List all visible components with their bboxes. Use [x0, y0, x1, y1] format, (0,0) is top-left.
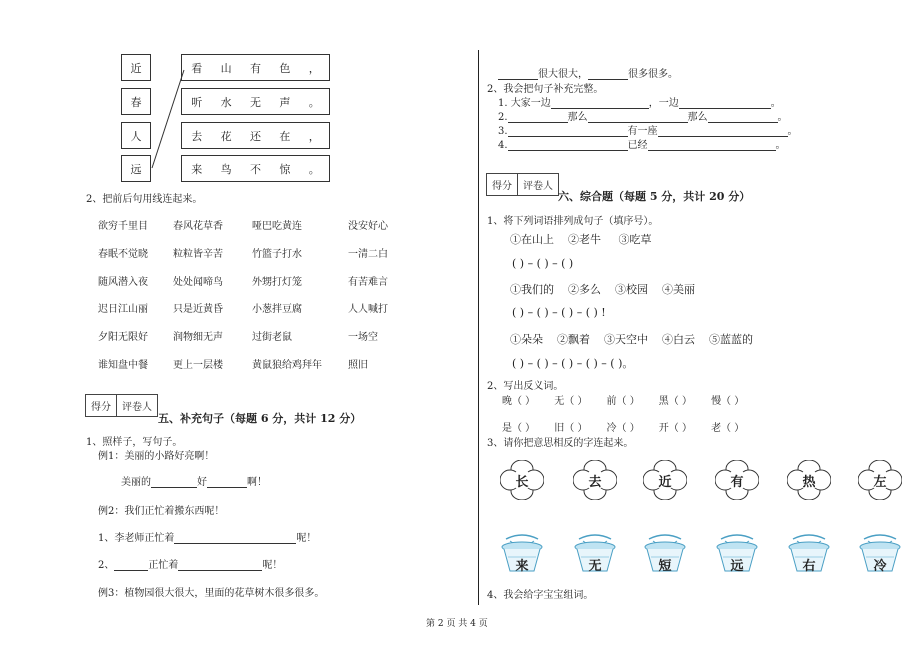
match-left-3: 人 [121, 122, 151, 149]
basket-card: 冷 [858, 533, 902, 575]
basket-card: 远 [715, 533, 759, 575]
word-group-2: ①我们的 ②多么 ③校园 ④美丽 [510, 283, 695, 296]
question-2-left: 2、把前后句用线连起来。 [86, 194, 203, 205]
basket-card: 无 [573, 533, 617, 575]
grid-cell: 只是近黄昏 [173, 304, 223, 315]
flower-card: 近 [643, 460, 687, 500]
top-fill: 很大很大， 很多很多。 [498, 65, 678, 80]
grid-cell: 欲穷千里目 [98, 221, 148, 232]
grid-cell: 人人喊打 [348, 304, 388, 315]
grid-cell: 粒粒皆辛苦 [173, 249, 223, 260]
match-left-2: 春 [121, 88, 151, 115]
grid-cell: 小葱拌豆腐 [252, 304, 302, 315]
grid-cell: 处处闻啼鸟 [173, 277, 223, 288]
example-2: 例2：我们正忙着搬东西呢！ [98, 506, 225, 517]
line-1: 1、李老师正忙着 呢！ [98, 533, 317, 544]
grid-cell: 黄鼠狼给鸡拜年 [252, 360, 322, 371]
grid-cell: 春风花草香 [173, 221, 223, 232]
column-divider [478, 50, 479, 605]
grid-cell: 竹篮子打水 [252, 249, 302, 260]
grid-cell: 哑巴吃黄连 [252, 221, 302, 232]
flower-card: 长 [500, 460, 544, 500]
word-group-3: ①朵朵 ②飘着 ③天空中 ④白云 ⑤蓝蓝的 [510, 333, 753, 346]
compose-question: 4、我会给字宝宝组词。 [487, 590, 594, 601]
flower-card: 热 [787, 460, 831, 500]
sentence-2: 2. 那么 那么 。 [498, 112, 788, 123]
basket-card: 来 [500, 533, 544, 575]
flower-card: 左 [858, 460, 902, 500]
sec6-q1: 1、将下列词语排列成句子（填序号）。 [487, 216, 659, 227]
sentence-4: 4. 已经 。 [498, 140, 786, 151]
match-left-1: 近 [121, 54, 151, 81]
grid-cell: 迟日江山丽 [98, 304, 148, 315]
grid-cell: 春眠不觉晓 [98, 249, 148, 260]
answer-3: ( ) – ( ) – ( ) – ( ) – ( )。 [512, 357, 634, 370]
grid-cell: 过街老鼠 [252, 332, 292, 343]
page-footer: 第 2 页 共 4 页 [426, 619, 488, 629]
antonym-row-2: 是（ ） 旧（ ） 冷（ ） 开（ ） 老（ ） [502, 423, 745, 434]
antonym-row-1: 晚（ ） 无（ ） 前（ ） 黑（ ） 慢（ ） [502, 396, 745, 407]
grid-cell: 夕阳无限好 [98, 332, 148, 343]
grid-cell: 有苦难言 [348, 277, 388, 288]
score-box-right: 得分 评卷人 [486, 173, 559, 196]
opposite-question: 3、请你把意思相反的字连起来。 [487, 438, 634, 449]
basket-card: 右 [787, 533, 831, 575]
score-box-left: 得分 评卷人 [85, 394, 158, 417]
grid-cell: 一清二白 [348, 249, 388, 260]
grid-cell: 一场空 [348, 332, 378, 343]
grid-cell: 谁知盘中餐 [98, 360, 148, 371]
antonym-question: 2、写出反义词。 [487, 381, 564, 392]
grid-cell: 没安好心 [348, 221, 388, 232]
match-left-4: 远 [121, 155, 151, 182]
sec5-q1: 1、照样子，写句子。 [86, 437, 183, 448]
section-6-title: 六、综合题（每题 5 分，共计 20 分） [558, 190, 751, 203]
answer-1: ( ) – ( ) – ( ) [512, 257, 574, 270]
example-3: 例3：植物园很大很大，里面的花草树木很多很多。 [98, 588, 325, 599]
basket-card: 短 [643, 533, 687, 575]
match-row-2: 听 水 无 声 。 [181, 88, 330, 115]
sentence-3: 3. 有一座 。 [498, 126, 798, 137]
sentence-1: 1. 大家一边 ，一边 。 [498, 98, 781, 109]
grid-cell: 照旧 [348, 360, 368, 371]
grid-cell: 更上一层楼 [173, 360, 223, 371]
grid-cell: 润物细无声 [173, 332, 223, 343]
question-2-right: 2、我会把句子补充完整。 [487, 84, 604, 95]
example-1: 例1：美丽的小路好亮啊！ [98, 451, 215, 462]
answer-2: ( ) – ( ) – ( ) – ( ) ! [512, 306, 606, 319]
match-row-3: 去 花 还 在 ， [181, 122, 330, 149]
line-2: 2、 正忙着 呢！ [98, 560, 283, 571]
match-row-1: 看 山 有 色 ， [181, 54, 330, 81]
section-5-title: 五、补充句子（每题 6 分，共计 12 分） [158, 412, 362, 425]
grid-cell: 随风潜入夜 [98, 277, 148, 288]
grid-cell: 外甥打灯笼 [252, 277, 302, 288]
word-group-1: ①在山上 ②老牛 ③吃草 [510, 233, 652, 246]
flower-card: 去 [573, 460, 617, 500]
example-1-blank: 美丽的 好 啊！ [121, 477, 267, 488]
flower-card: 有 [715, 460, 759, 500]
match-row-4: 来 鸟 不 惊 。 [181, 155, 330, 182]
